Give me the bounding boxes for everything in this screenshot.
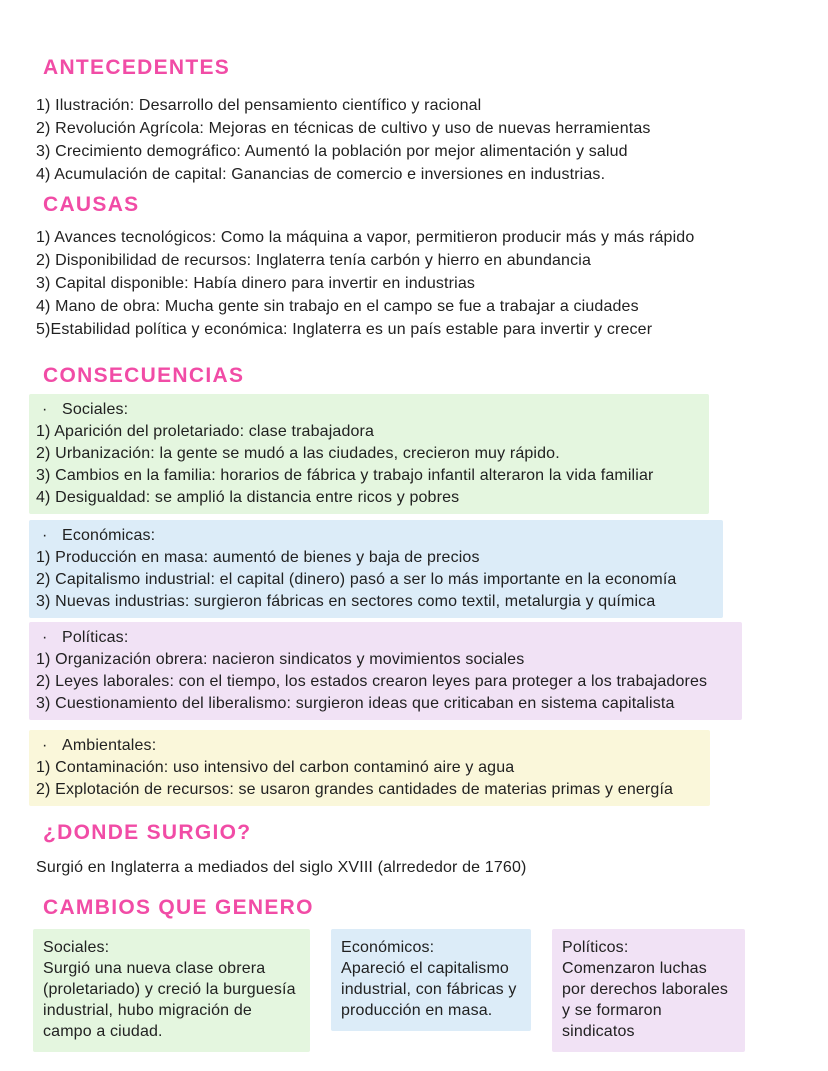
- list-item: 1) Contaminación: uso intensivo del carbon contaminó aire y agua: [36, 759, 515, 776]
- bullet-dot: ·: [42, 401, 48, 418]
- list-item: 1) Producción en masa: aumentó de bienes y baja de precios: [36, 549, 480, 566]
- donde-surgio-text: Surgió en Inglaterra a mediados del siglo XVIII (alrrededor de 1760): [36, 859, 527, 876]
- section-title-causas: CAUSAS: [43, 193, 140, 216]
- bullet-dot: ·: [42, 527, 48, 544]
- card-sociales: [33, 929, 310, 1052]
- box-label: Políticas:: [62, 629, 129, 646]
- list-item: 4) Mano de obra: Mucha gente sin trabajo en el campo se fue a trabajar a ciudades: [36, 298, 639, 315]
- card-text: Comenzaron luchas por derechos laborales y se formaron sindicatos: [562, 960, 729, 1040]
- causas-list: [36, 226, 828, 341]
- box-label-line: [36, 399, 701, 421]
- list-item: 2) Urbanización: la gente se mudó a las ciudades, crecieron muy rápido.: [36, 445, 560, 462]
- list-item: 1) Organización obrera: nacieron sindicatos y movimientos sociales: [36, 651, 525, 668]
- list-item: 3) Cambios en la familia: horarios de fábrica y trabajo infantil alteraron la vida familiar: [36, 467, 654, 484]
- list-item: 2) Leyes laborales: con el tiempo, los estados crearon leyes para proteger a los trabajadores: [36, 673, 708, 690]
- card-text: Apareció el capitalismo industrial, con fábricas y producción en masa.: [341, 960, 517, 1019]
- list-item: 3) Cuestionamiento del liberalismo: surgieron ideas que criticaban en sistema capitalista: [36, 695, 675, 712]
- consequences-box-sociales: [29, 394, 709, 514]
- card-title: Políticos:: [562, 939, 629, 956]
- box-label-line: [36, 735, 702, 757]
- list-item: 3) Nuevas industrias: surgieron fábricas en sectores como textil, metalurgia y química: [36, 593, 656, 610]
- list-item: 2) Capitalismo industrial: el capital (dinero) pasó a ser lo más importante en la economía: [36, 571, 677, 588]
- list-item: 2) Revolución Agrícola: Mejoras en técnicas de cultivo y uso de nuevas herramientas: [36, 120, 651, 137]
- section-title-antecedentes: ANTECEDENTES: [43, 56, 231, 79]
- list-item: 4) Acumulación de capital: Ganancias de comercio e inversiones en industrias.: [36, 166, 606, 183]
- card-title: Económicos:: [341, 939, 435, 956]
- bullet-dot: ·: [42, 629, 48, 646]
- box-label: Económicas:: [62, 527, 156, 544]
- card-politicos: [552, 929, 745, 1052]
- list-item: 1) Ilustración: Desarrollo del pensamiento científico y racional: [36, 97, 482, 114]
- list-item: 5)Estabilidad política y económica: Inglaterra es un país estable para invertir y crecer: [36, 321, 653, 338]
- box-label-line: [36, 525, 715, 547]
- section-title-donde-surgio: ¿DONDE SURGIO?: [43, 821, 252, 844]
- antecedentes-list: [36, 94, 828, 186]
- list-item: 1) Avances tecnológicos: Como la máquina a vapor, permitieron producir más y más rápido: [36, 229, 695, 246]
- card-text: Surgió una nueva clase obrera (proletariado) y creció la burguesía industrial, hubo migración de campo a ciudad.: [43, 960, 296, 1040]
- list-item: 1) Aparición del proletariado: clase trabajadora: [36, 423, 375, 440]
- list-item: 2) Explotación de recursos: se usaron grandes cantidades de materias primas y energía: [36, 781, 674, 798]
- card-title: Sociales:: [43, 939, 110, 956]
- card-economicos: [331, 929, 531, 1031]
- consequences-box-economicas: [29, 520, 723, 618]
- box-label: Ambientales:: [62, 737, 157, 754]
- list-item: 3) Crecimiento demográfico: Aumentó la población por mejor alimentación y salud: [36, 143, 628, 160]
- consequences-box-politicas: [29, 622, 742, 720]
- section-title-cambios: CAMBIOS QUE GENERO: [43, 896, 314, 919]
- list-item: 4) Desigualdad: se amplió la distancia entre ricos y pobres: [36, 489, 460, 506]
- consequences-box-ambientales: [29, 730, 710, 806]
- section-title-consecuencias: CONSECUENCIAS: [43, 364, 245, 387]
- list-item: 3) Capital disponible: Había dinero para invertir en industrias: [36, 275, 476, 292]
- box-label-line: [36, 627, 734, 649]
- box-label: Sociales:: [62, 401, 129, 418]
- bullet-dot: ·: [42, 737, 48, 754]
- list-item: 2) Disponibilidad de recursos: Inglaterra tenía carbón y hierro en abundancia: [36, 252, 591, 269]
- cambios-cards: [33, 929, 828, 1052]
